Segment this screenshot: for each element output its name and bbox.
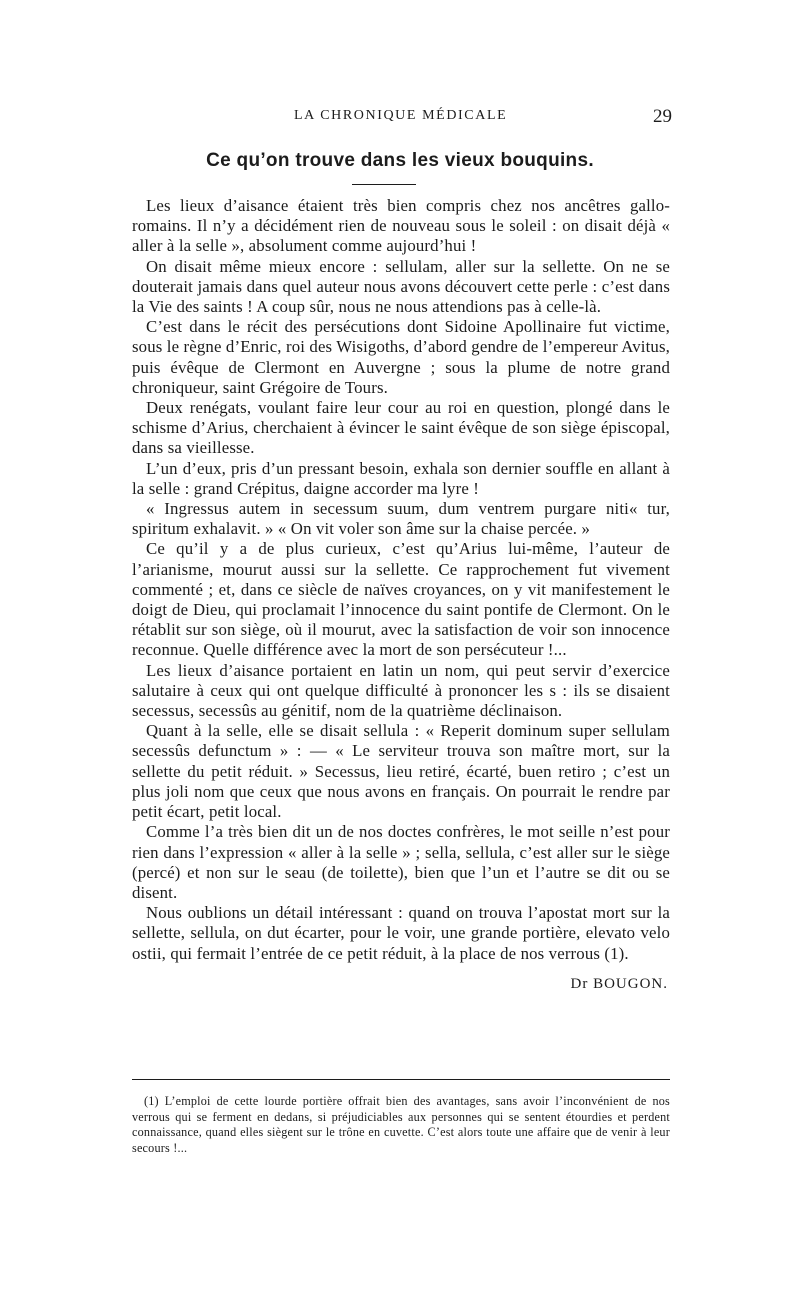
paragraph-6: « Ingressus autem in secessum suum, dum ventrem purgare niti« tur, spiritum exhalavit. » « On vit voler son âme sur la chaise percée. » bbox=[132, 499, 670, 539]
article-title: Ce qu’on trouve dans les vieux bouquins. bbox=[206, 150, 594, 171]
paragraph-11: Nous oublions un détail intéressant : quand on trouva l’apostat mort sur la sellette, sellula, on dut écarter, pour le voir, une grande portière, elevato velo ostii, qui fermait l’entrée de ce petit réduit, à la place de nos verrous (1). bbox=[132, 903, 670, 963]
page-number: 29 bbox=[653, 106, 672, 127]
paragraph-9: Quant à la selle, elle se disait sellula : « Reperit dominum super sellulam secessûs defunctum » : — « Le serviteur trouva son maître mort, sur la sellette du petit réduit. » Secessus, lieu retiré, écarté, buen retiro ; c’est un plus joli nom que ceux que nous avons en français. On pourrait le rendre par petit écart, petit local. bbox=[132, 721, 670, 822]
paragraph-2: On disait même mieux encore : sellulam, aller sur la sellette. On ne se douterait jamais dans quel auteur nous avons découvert cette perle : c’est dans la Vie des saints ! A coup sûr, nous ne nous attendions pas à celle-là. bbox=[132, 256, 670, 317]
footnote-rule bbox=[132, 1079, 670, 1080]
paragraph-1: Les lieux d’aisance étaient très bien compris chez nos ancêtres gallo-romains. Il n’y a décidément rien de nouveau sous le soleil : on disait déjà « aller à la selle », absolument comme aujourd’hui ! bbox=[132, 196, 670, 256]
running-head bbox=[132, 106, 672, 130]
paragraph-8: Les lieux d’aisance portaient en latin un nom, qui peut servir d’exercice salutaire à ceux qui ont quelque difficulté à prononcer les s : ils se disaient secessus, secessûs au génitif, nom de la quatrième déclinaison. bbox=[132, 660, 670, 721]
paragraph-3: C’est dans le récit des persécutions dont Sidoine Apollinaire fut victime, sous le règne d’Enric, roi des Wisigoths, d’abord gendre de l’empereur Avitus, puis évêque de Clermont en Auvergne ; sous la plume de notre grand chroniqueur, saint Grégoire de Tours. bbox=[132, 317, 670, 397]
footnote: (1) L’emploi de cette lourde portière offrait bien des avantages, sans avoir l’inconvénient de nos verrous qui se ferment en dedans, si préjudiciables aux personnes qui se sentent étourdies et perdent connaissance, quand elles siègent sur le trône en cuvette. C’est alors toute une affaire que de venir à leur secours !... bbox=[132, 1094, 670, 1155]
paragraph-10: Comme l’a très bien dit un de nos doctes confrères, le mot seille n’est pour rien dans l’expression « aller à la selle » ; sella, sellula, c’est aller sur le siège (percé) et non sur le seau (de toilette), bien que l’un et l’autre se dit ou se disent. bbox=[132, 822, 670, 902]
article-body bbox=[132, 196, 670, 994]
running-title: LA CHRONIQUE MÉDICALE bbox=[294, 108, 508, 123]
author-signature: Dr BOUGON. bbox=[570, 975, 668, 992]
paragraph-4: Deux renégats, voulant faire leur cour au roi en question, plongé dans le schisme d’Arius, cherchaient à évincer le saint évêque de son siège épiscopal, dans sa vieillesse. bbox=[132, 398, 670, 458]
paragraph-5: L’un d’eux, pris d’un pressant besoin, exhala son dernier souffle en allant à la selle : grand Crépitus, daigne accorder ma lyre ! bbox=[132, 458, 670, 498]
title-rule bbox=[352, 184, 416, 185]
paragraph-7: Ce qu’il y a de plus curieux, c’est qu’Arius lui-même, l’auteur de l’arianisme, mourut aussi sur la sellette. Ce rapprochement fut vivement commenté ; et, dans ce siècle de naïves croyances, on y vit manifestement le doigt de Dieu, qui proclamait l’innocence du saint pontife de Clermont. On le rétablit sur son siège, où il mourut, avec la satisfaction de voir son innocence reconnue. Quelle différence avec la mort de son persécuteur !... bbox=[132, 539, 670, 660]
